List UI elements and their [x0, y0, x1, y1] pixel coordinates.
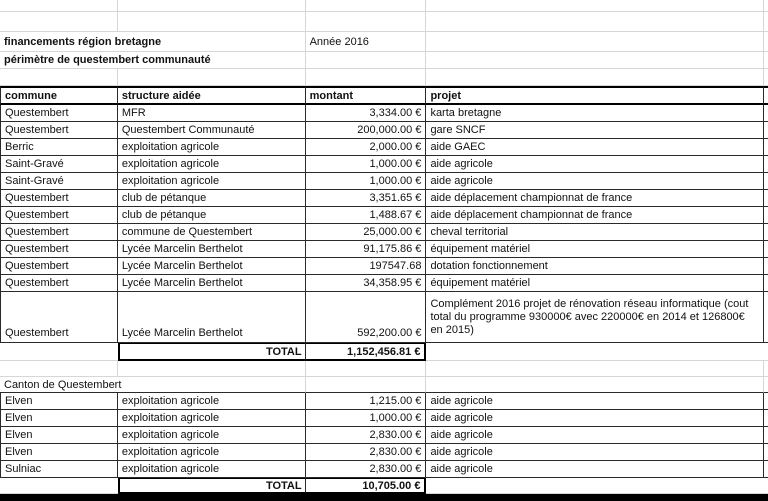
table-row	[0, 461, 768, 478]
cell-montant[interactable]: 34,358.95 €	[306, 275, 427, 292]
cell-structure[interactable]: club de pétanque	[118, 190, 306, 207]
cell-spacer	[764, 224, 768, 241]
empty-cell	[764, 52, 768, 69]
cell-projet[interactable]: aide agricole	[426, 410, 764, 427]
cell-montant[interactable]: 2,000.00 €	[306, 139, 427, 156]
table-row	[0, 207, 768, 224]
empty-cell	[764, 343, 768, 361]
cell-spacer	[764, 410, 768, 427]
empty-cell[interactable]	[426, 32, 764, 52]
cell-spacer	[764, 139, 768, 156]
empty-cell[interactable]	[426, 52, 764, 69]
cell-projet[interactable]: Complément 2016 projet de rénovation réseau informatique (cout total du programme 930000€ avec 220000€ en 2014 et 126800€ en 2015)	[426, 292, 764, 343]
empty-cell[interactable]	[0, 12, 118, 32]
empty-cell[interactable]	[426, 361, 764, 377]
title-row	[0, 32, 768, 52]
sheet-subtitle[interactable]: périmètre de questembert communauté	[0, 52, 306, 69]
cell-commune[interactable]: Questembert	[0, 224, 118, 241]
header-spacer	[764, 86, 768, 105]
table-row	[0, 105, 768, 122]
sheet-title[interactable]: financements région bretagne	[0, 32, 306, 52]
empty-cell[interactable]	[306, 0, 427, 12]
cell-montant[interactable]: 1,000.00 €	[306, 410, 427, 427]
grid-row	[0, 69, 768, 86]
empty-cell[interactable]	[0, 361, 118, 377]
cell-spacer	[764, 156, 768, 173]
cell-projet[interactable]: aide déplacement championnat de france	[426, 190, 764, 207]
empty-cell	[764, 32, 768, 52]
cell-montant[interactable]: 1,215.00 €	[306, 393, 427, 410]
empty-cell	[764, 12, 768, 32]
cell-structure[interactable]: Lycée Marcelin Berthelot	[118, 275, 306, 292]
cell-montant[interactable]: 1,000.00 €	[306, 173, 427, 190]
cell-spacer	[764, 461, 768, 478]
cell-spacer	[764, 241, 768, 258]
cell-structure[interactable]: exploitation agricole	[118, 393, 306, 410]
empty-cell	[764, 377, 768, 393]
section2-title-row	[0, 377, 768, 393]
cell-montant[interactable]: 3,351.65 €	[306, 190, 427, 207]
table-row	[0, 275, 768, 292]
table-row	[0, 258, 768, 275]
cell-montant[interactable]: 3,334.00 €	[306, 105, 427, 122]
cell-projet[interactable]: équipement matériel	[426, 275, 764, 292]
cell-commune[interactable]: Questembert	[0, 190, 118, 207]
bottom-edge-bar	[0, 494, 768, 501]
table-row	[0, 156, 768, 173]
grid-row	[0, 361, 768, 377]
empty-cell[interactable]	[118, 12, 306, 32]
empty-cell[interactable]	[426, 12, 764, 32]
cell-structure[interactable]: exploitation agricole	[118, 139, 306, 156]
cell-commune[interactable]: Questembert	[0, 207, 118, 224]
cell-commune[interactable]: Saint-Gravé	[0, 156, 118, 173]
cell-commune[interactable]: Questembert	[0, 292, 118, 343]
section2-rows	[0, 393, 768, 478]
cell-structure[interactable]: Questembert Communauté	[118, 122, 306, 139]
table-row	[0, 173, 768, 190]
cell-spacer	[764, 292, 768, 343]
column-header-structure[interactable]: structure aidée	[118, 86, 306, 105]
cell-montant[interactable]: 2,830.00 €	[306, 461, 427, 478]
subtitle-row	[0, 52, 768, 69]
cell-spacer	[764, 173, 768, 190]
total-value[interactable]: 10,705.00 €	[306, 478, 427, 494]
empty-cell[interactable]	[0, 69, 118, 86]
cell-projet[interactable]: aide déplacement championnat de france	[426, 207, 764, 224]
column-header-projet[interactable]: projet	[426, 86, 764, 105]
empty-cell[interactable]	[118, 69, 306, 86]
column-header-commune[interactable]: commune	[0, 86, 118, 105]
cell-montant[interactable]: 200,000.00 €	[306, 122, 427, 139]
cell-montant[interactable]: 25,000.00 €	[306, 224, 427, 241]
cell-structure[interactable]: Lycée Marcelin Berthelot	[118, 258, 306, 275]
cell-structure[interactable]: Lycée Marcelin Berthelot	[118, 292, 306, 343]
empty-cell[interactable]	[426, 343, 764, 361]
cell-montant[interactable]: 91,175.86 €	[306, 241, 427, 258]
cell-projet[interactable]: aide agricole	[426, 427, 764, 444]
empty-cell[interactable]	[306, 69, 427, 86]
empty-cell[interactable]	[426, 0, 764, 12]
cell-projet[interactable]: karta bretagne	[426, 105, 764, 122]
cell-structure[interactable]: exploitation agricole	[118, 173, 306, 190]
total-value[interactable]: 1,152,456.81 €	[306, 343, 427, 361]
cell-structure[interactable]: exploitation agricole	[118, 444, 306, 461]
cell-montant[interactable]: 1,488.67 €	[306, 207, 427, 224]
empty-cell	[764, 361, 768, 377]
cell-structure[interactable]: commune de Questembert	[118, 224, 306, 241]
cell-projet[interactable]: aide GAEC	[426, 139, 764, 156]
cell-spacer	[764, 258, 768, 275]
cell-projet[interactable]: aide agricole	[426, 173, 764, 190]
cell-spacer	[764, 207, 768, 224]
cell-structure[interactable]: exploitation agricole	[118, 410, 306, 427]
section2-title[interactable]: Canton de Questembert	[0, 377, 306, 393]
section1-rows	[0, 105, 768, 343]
empty-cell[interactable]	[426, 377, 764, 393]
cell-spacer	[764, 444, 768, 461]
table-row	[0, 122, 768, 139]
grid-row	[0, 12, 768, 32]
cell-projet[interactable]: aide agricole	[426, 156, 764, 173]
cell-projet[interactable]: aide agricole	[426, 461, 764, 478]
table-row	[0, 292, 768, 343]
cell-montant[interactable]: 2,830.00 €	[306, 427, 427, 444]
cell-structure[interactable]: club de pétanque	[118, 207, 306, 224]
year-cell[interactable]: Année 2016	[306, 32, 427, 52]
cell-montant[interactable]: 592,200.00 €	[306, 292, 427, 343]
empty-cell	[764, 69, 768, 86]
cell-commune[interactable]: Elven	[0, 444, 118, 461]
grid-row	[0, 0, 768, 12]
column-header-montant[interactable]: montant	[306, 86, 427, 105]
cell-spacer	[764, 275, 768, 292]
cell-commune[interactable]: Questembert	[0, 258, 118, 275]
cell-commune[interactable]: Questembert	[0, 241, 118, 258]
table-header-row	[0, 86, 768, 105]
empty-cell	[764, 478, 768, 494]
empty-cell[interactable]	[0, 478, 118, 494]
table-row	[0, 190, 768, 207]
cell-structure[interactable]: exploitation agricole	[118, 156, 306, 173]
empty-cell[interactable]	[306, 361, 427, 377]
cell-commune[interactable]: Questembert	[0, 122, 118, 139]
cell-projet[interactable]: aide agricole	[426, 393, 764, 410]
cell-commune[interactable]: Questembert	[0, 105, 118, 122]
cell-structure[interactable]: MFR	[118, 105, 306, 122]
cell-structure[interactable]: Lycée Marcelin Berthelot	[118, 241, 306, 258]
empty-cell[interactable]	[426, 69, 764, 86]
table-row	[0, 393, 768, 410]
empty-cell[interactable]	[306, 377, 427, 393]
cell-commune[interactable]: Sulniac	[0, 461, 118, 478]
total-label[interactable]: TOTAL	[118, 478, 306, 494]
table-row	[0, 224, 768, 241]
cell-projet[interactable]: équipement matériel	[426, 241, 764, 258]
cell-structure[interactable]: exploitation agricole	[118, 461, 306, 478]
cell-commune[interactable]: Elven	[0, 410, 118, 427]
empty-cell[interactable]	[118, 0, 306, 12]
table-row	[0, 410, 768, 427]
cell-projet[interactable]: cheval territorial	[426, 224, 764, 241]
empty-cell[interactable]	[306, 52, 427, 69]
cell-spacer	[764, 105, 768, 122]
cell-spacer	[764, 122, 768, 139]
empty-cell[interactable]	[426, 478, 764, 494]
total-row-section1	[0, 343, 768, 361]
empty-cell[interactable]	[118, 361, 306, 377]
cell-spacer	[764, 393, 768, 410]
cell-projet[interactable]: gare SNCF	[426, 122, 764, 139]
table-row	[0, 427, 768, 444]
cell-spacer	[764, 427, 768, 444]
cell-montant[interactable]: 1,000.00 €	[306, 156, 427, 173]
empty-cell[interactable]	[0, 343, 118, 361]
total-label[interactable]: TOTAL	[118, 343, 306, 361]
empty-cell[interactable]	[0, 0, 118, 12]
empty-cell	[764, 0, 768, 12]
table-row	[0, 139, 768, 156]
cell-commune[interactable]: Berric	[0, 139, 118, 156]
table-row	[0, 241, 768, 258]
cell-montant[interactable]: 197547.68	[306, 258, 427, 275]
table-row	[0, 444, 768, 461]
cell-spacer	[764, 190, 768, 207]
cell-projet[interactable]: aide agricole	[426, 444, 764, 461]
cell-projet[interactable]: dotation fonctionnement	[426, 258, 764, 275]
cell-montant[interactable]: 2,830.00 €	[306, 444, 427, 461]
cell-commune[interactable]: Questembert	[0, 275, 118, 292]
total-row-section2	[0, 478, 768, 494]
empty-cell[interactable]	[306, 12, 427, 32]
cell-commune[interactable]: Elven	[0, 393, 118, 410]
cell-structure[interactable]: exploitation agricole	[118, 427, 306, 444]
cell-commune[interactable]: Elven	[0, 427, 118, 444]
cell-commune[interactable]: Saint-Gravé	[0, 173, 118, 190]
